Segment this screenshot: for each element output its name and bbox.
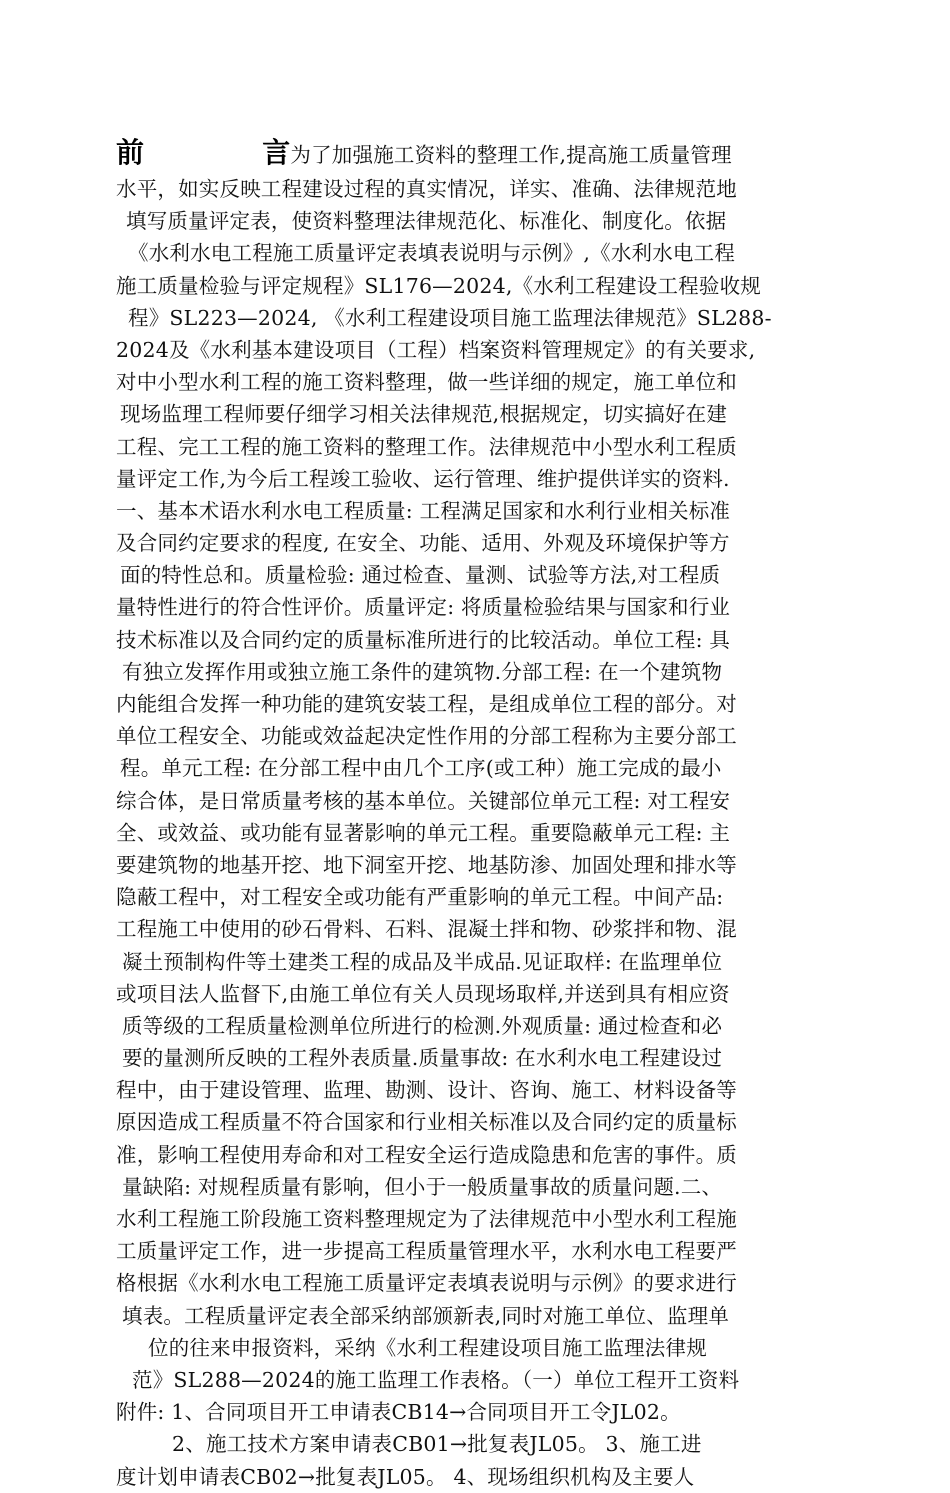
text-line: 综合体，是日常质量考核的基本单位。关键部位单元工程: 对工程安 [116,788,731,813]
text-line: 量特性进行的符合性评价。质量评定: 将质量检验结果与国家和行业 [116,595,731,620]
text-line: 现场监理工程师要仔细学习相关法律规范,根据规定，切实搞好在建 [120,402,728,427]
text-line: 范》SL288—2024的施工监理工作表格。（一）单位工程开工资料 [132,1367,740,1392]
text-line: 量评定工作,为今后工程竣工验收、运行管理、维护提供详实的资料. [116,466,730,491]
heading-char-qian: 前 [116,136,145,169]
heading-char-yan: 言 [262,136,291,169]
text-line: 单位工程安全、功能或效益起决定性作用的分部工程称为主要分部工 [116,724,737,749]
text-line: 凝土预制构件等土建类工程的成品及半成品.见证取样: 在监理单位 [122,949,723,974]
heading-line [116,133,834,173]
text-line: 准，影响工程使用寿命和对工程安全运行造成隐患和危害的事件。质 [116,1142,737,1167]
text-line: 施工质量检验与评定规程》SL176—2024,《水利工程建设工程验收规 [116,273,761,298]
text-line: 量缺陷: 对规程质量有影响，但小于一般质量事故的质量问题.二、 [122,1174,723,1199]
text-line: 填写质量评定表，使资料整理法律规范化、标准化、制度化。依据 [126,209,727,234]
text-line: 位的往来申报资料，采纳《水利工程建设项目施工监理法律规 [148,1335,707,1360]
document-page [116,133,834,1493]
text-line: 附件: 1、合同项目开工申请表CB14→合同项目开工令JL02。 [116,1400,681,1425]
text-line: 工程施工中使用的砂石骨料、石料、混凝土拌和物、砂浆拌和物、混 [116,917,737,942]
text-line: 全、或效益、或功能有显著影响的单元工程。重要隐蔽单元工程: 主 [116,820,731,845]
text-line: 对中小型水利工程的施工资料整理，做一些详细的规定，施工单位和 [116,370,737,395]
body-text [116,173,834,1493]
intro-text: 为了加强施工资料的整理工作,提高施工质量管理 [290,143,732,167]
text-line: 面的特性总和。质量检验: 通过检查、量测、试验等方法,对工程质 [120,563,721,588]
text-line: 《水利水电工程施工质量评定表填表说明与示例》,《水利水电工程 [128,241,736,266]
text-line: 要建筑物的地基开挖、地下洞室开挖、地基防渗、加固处理和排水等 [116,852,737,877]
text-line: 隐蔽工程中，对工程安全或功能有严重影响的单元工程。中间产品: [116,885,724,910]
text-line: 工质量评定工作，进一步提高工程质量管理水平，水利水电工程要严 [116,1239,737,1264]
text-line: 或项目法人监督下,由施工单位有关人员现场取样,并送到具有相应资 [116,981,730,1006]
text-line: 要的量测所反映的工程外表质量.质量事故: 在水利水电工程建设过 [122,1046,723,1071]
text-line: 水平，如实反映工程建设过程的真实情况，详实、准确、法律规范地 [116,177,737,201]
text-line: 度计划申请表CB02→批复表JL05。 4、现场组织机构及主要人 [116,1464,695,1489]
text-line: 水利工程施工阶段施工资料整理规定为了法律规范中小型水利工程施 [116,1207,737,1231]
text-line: 有独立发挥作用或独立施工条件的建筑物.分部工程: 在一个建筑物 [122,659,723,684]
text-line: 一、基本术语水利水电工程质量: 工程满足国家和水利行业相关标准 [116,498,731,523]
text-line: 填表。工程质量评定表全部采纳部颁新表,同时对施工单位、监理单 [122,1303,730,1328]
text-line: 技术标准以及合同约定的质量标准所进行的比较活动。单位工程: 具 [116,627,731,652]
text-line: 程》SL223—2024, 《水利工程建设项目施工监理法律规范》SL288- [128,305,772,330]
text-line: 程中，由于建设管理、监理、勘测、设计、咨询、施工、材料设备等 [116,1078,737,1103]
text-line: 及合同约定要求的程度, 在安全、功能、适用、外观及环境保护等方 [116,531,730,556]
text-line: 格根据《水利水电工程施工质量评定表填表说明与示例》的要求进行 [116,1271,737,1296]
text-line: 质等级的工程质量检测单位所进行的检测.外观质量: 通过检查和必 [122,1013,723,1038]
text-line: 内能组合发挥一种功能的建筑安装工程，是组成单位工程的部分。对 [116,692,737,716]
text-line: 工程、完工工程的施工资料的整理工作。法律规范中小型水利工程质 [116,434,737,459]
text-line: 2、施工技术方案申请表CB01→批复表JL05。 3、施工进 [172,1432,702,1457]
text-line: 2024及《水利基本建设项目（工程）档案资料管理规定》的有关要求, [116,337,756,362]
text-line: 程。单元工程: 在分部工程中由几个工序(或工种）施工完成的最小 [120,756,722,781]
text-line: 原因造成工程质量不符合国家和行业相关标准以及合同约定的质量标 [116,1110,737,1135]
